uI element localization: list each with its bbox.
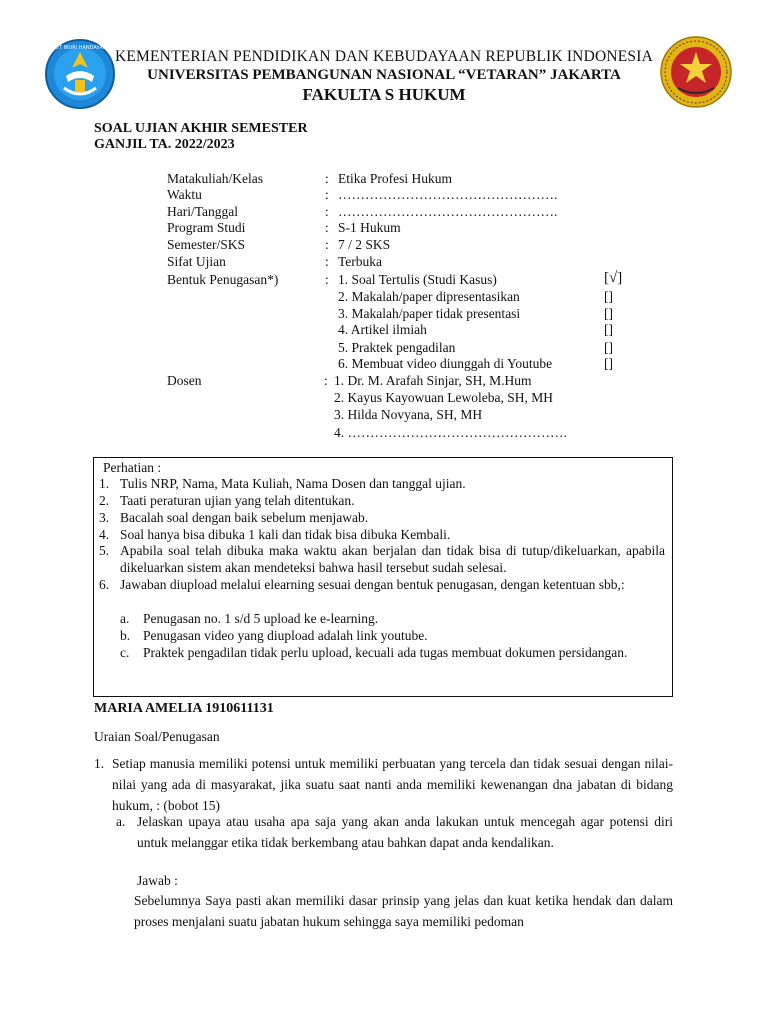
notice-item: Soal hanya bisa dibuka 1 kali dan tidak bisa dibuka Kembali. — [120, 527, 451, 542]
notice-subnum: c. — [120, 645, 130, 660]
option-label: 5. Praktek pengadilan — [338, 340, 456, 355]
field-colon: : — [325, 254, 329, 269]
option-checkbox: [√] — [604, 270, 623, 286]
field-label: Sifat Ujian — [167, 254, 226, 269]
notice-num: 6. — [99, 577, 110, 592]
notice-item: Apabila soal telah dibuka maka waktu akan berjalan dan tidak bisa di tutup/dikeluarkan, apabila dikeluarkan sistem akan mendeteksi bahwa hasil tersebut sudah selesai. — [120, 543, 665, 575]
field-colon: : — [325, 171, 329, 186]
notice-item: Tulis NRP, Nama, Mata Kuliah, Nama Dosen dan tanggal ujian. — [120, 476, 466, 491]
notice-num: 1. — [99, 476, 110, 491]
option-checkbox: [] — [604, 356, 613, 371]
lecturer-colon: : — [324, 373, 328, 388]
field-label: Semester/SKS — [167, 237, 246, 252]
question-number: 1. — [94, 756, 105, 771]
svg-text:TUT WURI HANDAYANI: TUT WURI HANDAYANI — [52, 45, 108, 51]
field-label: Matakuliah/Kelas — [167, 171, 263, 186]
notice-num: 4. — [99, 527, 110, 542]
field-value: 7 / 2 SKS — [338, 237, 391, 252]
option-label: 1. Soal Tertulis (Studi Kasus) — [338, 272, 497, 287]
faculty-name: FAKULTA S HUKUM — [302, 85, 466, 104]
option-checkbox: [] — [604, 289, 613, 304]
notice-num: 2. — [99, 493, 110, 508]
subquestion-number: a. — [116, 814, 126, 829]
lecturer-item: 1. Dr. M. Arafah Sinjar, SH, M.Hum — [334, 373, 532, 388]
ministry-name: KEMENTERIAN PENDIDIKAN DAN KEBUDAYAAN REPUBLIK INDONESIA — [114, 48, 654, 65]
field-colon: : — [325, 204, 329, 219]
field-value: Etika Profesi Hukum — [338, 171, 452, 186]
option-label: 2. Makalah/paper dipresentasikan — [338, 289, 520, 304]
lecturer-label: Dosen — [167, 373, 202, 388]
notice-subnum: b. — [120, 628, 131, 643]
option-label: 4. Artikel ilmiah — [338, 322, 427, 337]
notice-subitem: Penugasan no. 1 s/d 5 upload ke e-learning. — [143, 611, 379, 626]
field-value: Terbuka — [338, 254, 383, 269]
question-text: Setiap manusia memiliki potensi untuk memiliki perbuatan yang tercela dan tidak sesuai dengan nilai-nilai yang ada di masyarakat, jika suatu saat nanti anda memiliki kewenangan dna jabatan di bidang hukum, : (bobot 15) — [112, 756, 673, 813]
answer-text: Sebelumnya Saya pasti akan memiliki dasar prinsip yang jelas dan kuat ketika hendak dan dalam proses menjalani suatu jabatan hukum sehingga saya memiliki pedoman — [134, 893, 673, 929]
section-title: Uraian Soal/Penugasan — [94, 729, 220, 744]
exam-title: SOAL UJIAN AKHIR SEMESTER — [94, 121, 308, 136]
field-value: S-1 Hukum — [338, 220, 401, 235]
lecturer-item: 4. …………………………………………. — [334, 425, 567, 440]
student-name: MARIA AMELIA 1910611131 — [94, 701, 274, 716]
lecturer-item: 3. Hilda Novyana, SH, MH — [334, 407, 483, 422]
field-label: Bentuk Penugasan*) — [167, 272, 279, 287]
field-value: …………………………………………. — [338, 187, 558, 202]
field-value: …………………………………………. — [338, 204, 558, 219]
field-label: Program Studi — [167, 220, 246, 235]
notice-item: Jawaban diupload melalui elearning sesuai dengan bentuk penugasan, dengan ketentuan sbb,: — [120, 577, 625, 592]
option-checkbox: [] — [604, 340, 613, 355]
notice-subitem: Praktek pengadilan tidak perlu upload, kecuali ada tugas membuat dokumen persidangan. — [143, 645, 628, 660]
option-checkbox: [] — [604, 322, 613, 337]
field-label: Waktu — [167, 187, 202, 202]
university-name: UNIVERSITAS PEMBANGUNAN NASIONAL “VETARAN” JAKARTA — [147, 67, 621, 83]
answer-label: Jawab : — [137, 873, 178, 888]
field-label: Hari/Tanggal — [167, 204, 239, 219]
lecturer-item: 2. Kayus Kayowuan Lewoleba, SH, MH — [334, 390, 553, 405]
option-checkbox: [] — [604, 306, 613, 321]
field-colon: : — [325, 187, 329, 202]
notice-item: Taati peraturan ujian yang telah ditentukan. — [120, 493, 355, 508]
notice-num: 5. — [99, 543, 110, 558]
field-colon: : — [325, 237, 329, 252]
field-colon: : — [325, 272, 329, 287]
option-label: 6. Membuat video diunggah di Youtube — [338, 356, 553, 371]
exam-period: GANJIL TA. 2022/2023 — [94, 137, 235, 152]
notice-num: 3. — [99, 510, 110, 525]
notice-subitem: Penugasan video yang diupload adalah link youtube. — [143, 628, 428, 643]
notice-item: Bacalah soal dengan baik sebelum menjawab. — [120, 510, 369, 525]
notice-subnum: a. — [120, 611, 130, 626]
option-label: 3. Makalah/paper tidak presentasi — [338, 306, 521, 321]
field-colon: : — [325, 220, 329, 235]
subquestion-text: Jelaskan upaya atau usaha apa saja yang akan anda lakukan untuk mencegah agar potensi diri untuk melanggar etika tidak berkembang atau bahkan dapat anda kendalikan. — [137, 814, 673, 850]
notice-heading: Perhatian : — [103, 460, 162, 475]
